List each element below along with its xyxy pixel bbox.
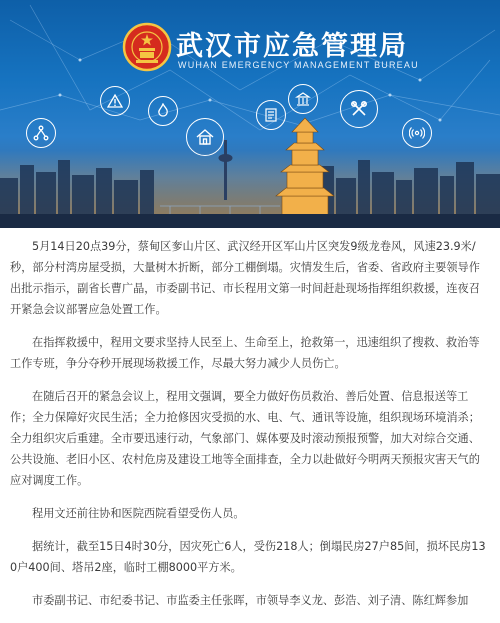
article-paragraph: 在指挥救援中，程用文要求坚持人民至上、生命至上，抢救第一，迅速组织了搜救、救治等工作专班，争分夺秒开展现场救援工作，尽最大努力减少人员伤亡。 bbox=[10, 336, 480, 370]
article-paragraph: 程用文还前往协和医院西院看望受伤人员。 bbox=[32, 507, 245, 520]
alert-triangle-icon bbox=[100, 86, 130, 116]
article-paragraph: 5月14日20点39分，蔡甸区奓山片区、武汉经开区军山片区突发9级龙卷风，风速23.9米/秒，部分村湾房屋受损，大量树木折断，部分工棚倒塌。灾情发生后，省委、省政府主要领导作出批示指示，副省长曹广晶，市委副书记、市长程用文第一时间赶赴现场指挥组织救援，连夜召开紧急会议部署应急处置工作。 bbox=[10, 240, 480, 316]
article-body bbox=[10, 236, 490, 623]
network-icon bbox=[26, 118, 56, 148]
article-paragraph: 在随后召开的紧急会议上，程用文强调，要全力做好伤员救治、善后处置、信息报送等工作；全力保障好灾民生活；全力抢修因灾受损的水、电、气、通讯等设施，组织现场环境消杀；全力组织灾后重建。全市要迅速行动，气象部门、媒体要及时滚动预报预警，加大对综合交通、公共设施、老旧小区、农村危房及建设工地等全面排查，全力以赴做好今明两天预报灾害天气的应对调度工作。 bbox=[10, 390, 480, 487]
broadcast-icon bbox=[402, 118, 432, 148]
article-paragraph: 据统计，截至15日4时30分，因灾死亡6人，受伤218人；倒塌民房27户85间，损坏民房130户400间、塔吊2座，临时工棚8000平方米。 bbox=[10, 540, 486, 574]
national-emblem-icon bbox=[122, 22, 172, 72]
header-banner bbox=[0, 0, 500, 228]
bureau-english-subtitle: WUHAN EMERGENCY MANAGEMENT BUREAU bbox=[178, 60, 419, 70]
bureau-title: 武汉市应急管理局 bbox=[176, 31, 408, 62]
fire-icon bbox=[148, 96, 178, 126]
capitol-icon bbox=[288, 84, 318, 114]
tools-icon bbox=[340, 90, 378, 128]
house-icon bbox=[186, 118, 224, 156]
document-icon bbox=[256, 100, 286, 130]
article-paragraph: 市委副书记、市纪委书记、市监委主任张晖，市领导李义龙、彭浩、刘子清、陈红辉参加 bbox=[32, 594, 469, 607]
